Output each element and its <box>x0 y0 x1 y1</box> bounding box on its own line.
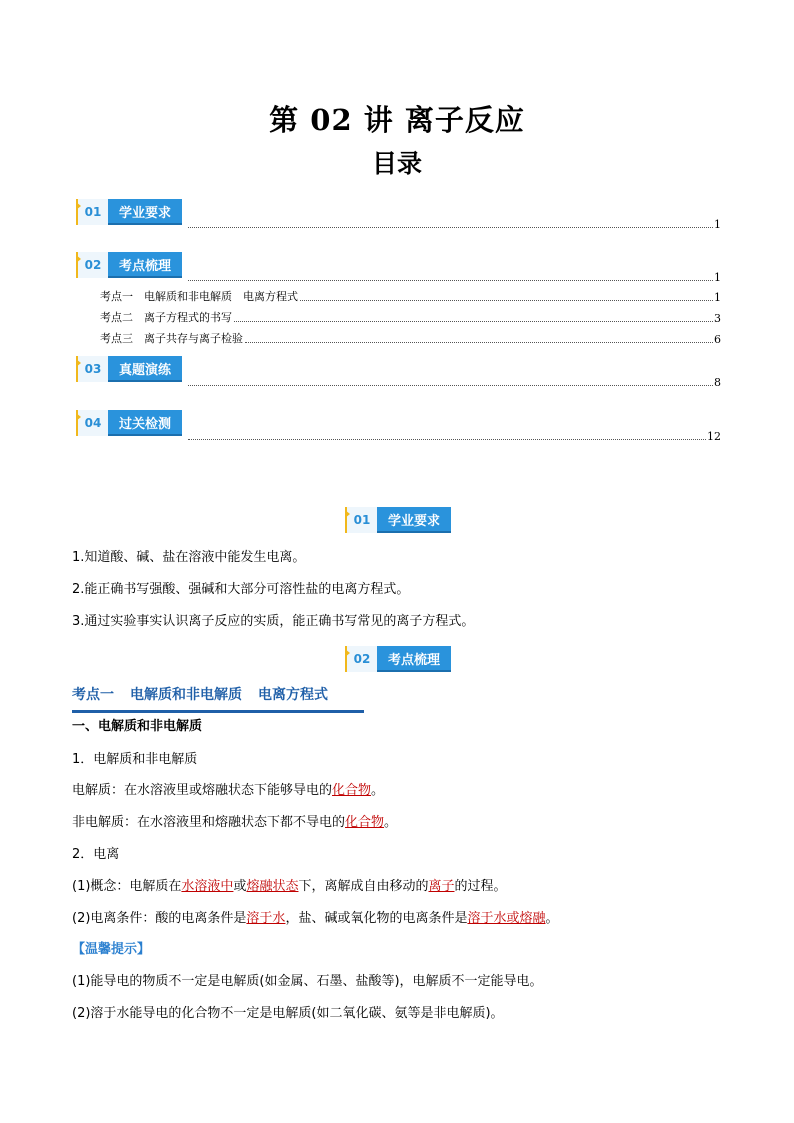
text: 的过程。 <box>454 879 507 894</box>
badge-label: 学业要求 <box>108 199 182 225</box>
ionization-concept <box>72 879 507 895</box>
badge-number: 02 <box>76 252 108 278</box>
text: 或 <box>233 879 247 894</box>
badge-label: 过关检测 <box>108 410 182 436</box>
toc-page-number: 1 <box>714 271 721 284</box>
toc-entry-03[interactable] <box>186 377 721 389</box>
dot-leader <box>245 342 713 343</box>
badge-number: 01 <box>345 507 377 533</box>
answer-blank: 离子 <box>428 879 455 894</box>
keypoint-heading <box>72 684 364 713</box>
requirement-item: 2.能正确书写强酸、强碱和大部分可溶性盐的电离方程式。 <box>72 582 410 597</box>
dot-leader <box>188 280 713 281</box>
keypoint-number: 考点一 <box>72 687 114 703</box>
text: 非电解质：在水溶液里和熔融状态下都不导电的 <box>72 815 346 830</box>
dot-leader <box>234 321 713 322</box>
answer-blank: 化合物 <box>345 815 385 830</box>
keypoint-title: 电解质和非电解质 <box>130 687 242 703</box>
badge-label: 考点梳理 <box>377 646 451 672</box>
badge-number: 01 <box>76 199 108 225</box>
answer-blank: 溶于水或熔融 <box>467 911 546 926</box>
toc-entry-01[interactable] <box>186 219 721 231</box>
section-badge-01 <box>345 507 451 533</box>
toc-heading: 目录 <box>371 149 422 178</box>
toc-page-number: 12 <box>707 430 721 443</box>
subheading: 1．电解质和非电解质 <box>72 752 198 767</box>
badge-number: 03 <box>76 356 108 382</box>
keypoint-subtitle: 电离方程式 <box>258 687 328 703</box>
ionization-condition <box>72 911 558 927</box>
toc-subentry[interactable] <box>100 334 721 346</box>
text: ，盐、碱或氧化物的电离条件是 <box>285 911 468 926</box>
tip-item: (2)溶于水能导电的化合物不一定是电解质(如二氧化碳、氨等是非电解质)。 <box>72 1006 504 1021</box>
answer-blank: 水溶液中 <box>181 879 234 894</box>
toc-badge-04[interactable] <box>76 410 182 436</box>
badge-number: 04 <box>76 410 108 436</box>
dot-leader <box>188 227 713 228</box>
subheading: 一、电解质和非电解质 <box>72 719 203 734</box>
subheading: 2．电离 <box>72 847 120 862</box>
toc-entry-04[interactable] <box>186 431 721 443</box>
text: 。 <box>371 783 385 798</box>
answer-blank: 溶于水 <box>246 911 286 926</box>
toc-subentry-text: 考点三 离子共存与离子检验 <box>100 332 243 345</box>
toc-page-number: 3 <box>714 312 721 325</box>
toc-entry-02[interactable] <box>186 272 721 284</box>
toc-page-number: 8 <box>714 376 721 389</box>
tip-item: (1)能导电的物质不一定是电解质(如金属、石墨、盐酸等)，电解质不一定能导电。 <box>72 974 543 989</box>
toc-subentry-text: 考点一 电解质和非电解质 电离方程式 <box>100 290 298 303</box>
badge-number: 02 <box>345 646 377 672</box>
text: 电解质：在水溶液里或熔融状态下能够导电的 <box>72 783 333 798</box>
page-title: 第 02 讲 离子反应 <box>269 103 525 137</box>
definition-nonelectrolyte <box>72 815 397 831</box>
badge-label: 学业要求 <box>377 507 451 533</box>
text: (1)概念：电解质在 <box>72 879 182 894</box>
text: 。 <box>384 815 398 830</box>
toc-badge-01[interactable] <box>76 199 182 225</box>
requirement-item: 1.知道酸、碱、盐在溶液中能发生电离。 <box>72 550 306 565</box>
text: 。 <box>545 911 559 926</box>
badge-label: 真题演练 <box>108 356 182 382</box>
dot-leader <box>188 385 713 386</box>
badge-label: 考点梳理 <box>108 252 182 278</box>
text: 下，离解成自由移动的 <box>298 879 429 894</box>
toc-badge-02[interactable] <box>76 252 182 278</box>
toc-page-number: 1 <box>714 291 721 304</box>
dot-leader <box>300 300 713 301</box>
definition-electrolyte <box>72 783 384 799</box>
toc-subentry[interactable] <box>100 313 721 325</box>
toc-badge-03[interactable] <box>76 356 182 382</box>
answer-blank: 熔融状态 <box>246 879 299 894</box>
toc-page-number: 6 <box>714 333 721 346</box>
toc-subentry[interactable] <box>100 292 721 304</box>
answer-blank: 化合物 <box>332 783 372 798</box>
requirement-item: 3.通过实验事实认识离子反应的实质，能正确书写常见的离子方程式。 <box>72 614 475 629</box>
toc-subentry-text: 考点二 离子方程式的书写 <box>100 311 232 324</box>
tip-label: 【温馨提示】 <box>72 942 151 957</box>
section-badge-02 <box>345 646 451 672</box>
dot-leader <box>188 439 706 440</box>
toc-page-number: 1 <box>714 218 721 231</box>
text: (2)电离条件：酸的电离条件是 <box>72 911 247 926</box>
